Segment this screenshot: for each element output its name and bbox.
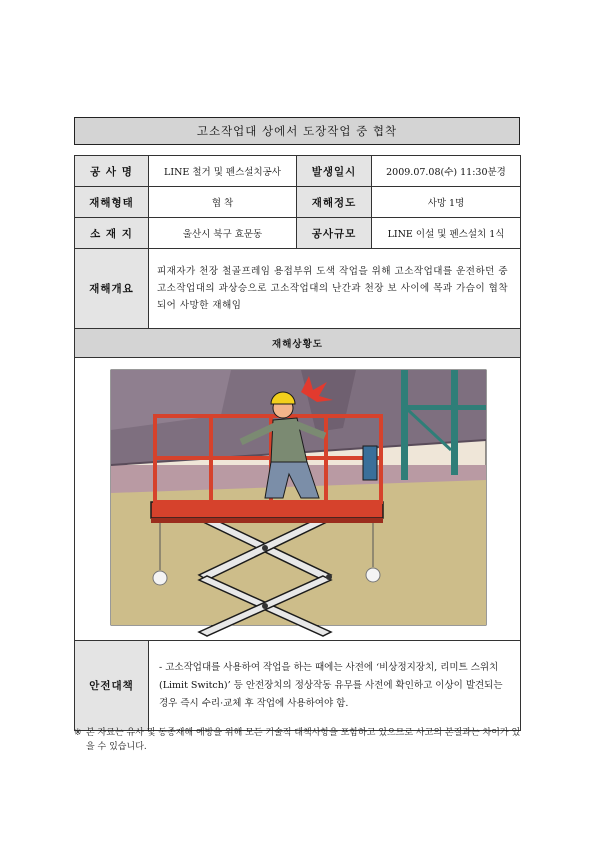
diagram-section-title: 재해상황도 xyxy=(75,329,521,358)
date-label: 발생일시 xyxy=(297,156,372,187)
type-label: 재해형태 xyxy=(75,187,149,218)
accident-illustration-cell xyxy=(75,358,521,641)
severity-value: 사망 1명 xyxy=(372,187,521,218)
project-name-value: LINE 철거 및 펜스설치공사 xyxy=(149,156,297,187)
type-value: 협 착 xyxy=(149,187,297,218)
document-title: 고소작업대 상에서 도장작업 중 협착 xyxy=(74,117,520,145)
accident-illustration xyxy=(75,358,518,640)
severity-label: 재해정도 xyxy=(297,187,372,218)
footnote xyxy=(74,726,524,754)
date-value: 2009.07.08(수) 11:30분경 xyxy=(372,156,521,187)
scale-value: LINE 이설 및 펜스설치 1식 xyxy=(372,218,521,249)
accident-info-table xyxy=(74,155,521,731)
location-value: 울산시 북구 효문동 xyxy=(149,218,297,249)
location-label: 소 재 지 xyxy=(75,218,149,249)
footnote-mark: ※ xyxy=(74,728,82,738)
footnote-text: 본 자료는 유사 및 동종재해 예방을 위해 모든 기술적 대책사항을 포함하고 있으므로 사고의 본질과는 차이가 있을 수 있습니다. xyxy=(86,728,521,752)
scale-label: 공사규모 xyxy=(297,218,372,249)
project-name-label: 공 사 명 xyxy=(75,156,149,187)
summary-label: 재해개요 xyxy=(75,249,149,329)
safety-label: 안전대책 xyxy=(75,641,149,731)
safety-text: - 고소작업대를 사용하여 작업을 하는 때에는 사전에 ‘비상정지장치, 리미트 스위치(Limit Switch)’ 등 안전장치의 정상작동 유무를 사전에 확인하고 이상이 발견되는 경우 즉시 수리·교체 후 작업에 사용하여야 함. xyxy=(149,641,521,731)
summary-text: 피재자가 천장 철골프레임 용접부위 도색 작업을 위해 고소작업대를 운전하던 중 고소작업대의 과상승으로 고소작업대의 난간과 천장 보 사이에 목과 가슴이 협착되어 사망한 재해임 xyxy=(149,249,521,329)
